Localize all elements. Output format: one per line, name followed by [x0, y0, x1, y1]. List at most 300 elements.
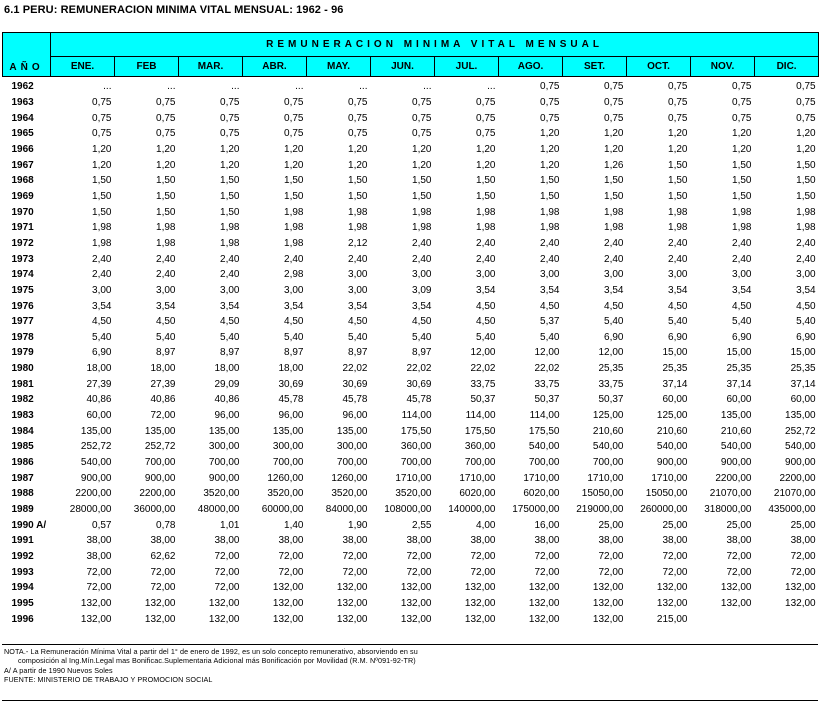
value-cell: 132,00	[208, 613, 240, 625]
value-cell: 1,90	[348, 519, 368, 531]
value-cell: 25,35	[726, 363, 752, 375]
value-cell: 1,20	[156, 159, 176, 171]
value-cell: 28000,00	[69, 504, 112, 516]
value-cell: 25,00	[598, 519, 624, 531]
value-cell: 1,50	[92, 190, 112, 202]
month-header: AGO.	[499, 57, 563, 77]
value-cell: 135,00	[720, 410, 752, 422]
value-cell: 132,00	[272, 597, 304, 609]
table-row	[3, 220, 819, 236]
page-title: 6.1 PERU: REMUNERACION MINIMA VITAL MENSUAL: 1962 - 96	[4, 4, 344, 16]
value-cell: 1,20	[476, 143, 496, 155]
value-cell: 36000,00	[133, 504, 176, 516]
value-cell: 40,86	[150, 394, 176, 406]
value-cell: 4,50	[284, 316, 304, 328]
value-cell: 135,00	[336, 425, 368, 437]
value-cell: 1,50	[156, 206, 176, 218]
value-cell: 3520,00	[331, 488, 368, 500]
value-cell: 4,50	[412, 316, 432, 328]
value-cell: 2,40	[348, 253, 368, 265]
value-cell: ...	[167, 81, 176, 93]
value-cell: 700,00	[144, 457, 176, 469]
value-cell	[691, 611, 755, 627]
value-cell: 8,97	[412, 347, 432, 359]
value-cell: 4,50	[220, 316, 240, 328]
value-cell: 3520,00	[203, 488, 240, 500]
value-cell: 2,40	[156, 269, 176, 281]
value-cell: 1710,00	[587, 472, 624, 484]
value-cell: 540,00	[80, 457, 112, 469]
table-row	[3, 611, 819, 627]
value-cell: 0,75	[668, 112, 688, 124]
value-cell: 1,50	[220, 190, 240, 202]
bottom-rule	[2, 700, 818, 701]
value-cell: 114,00	[529, 410, 560, 422]
value-cell: 25,00	[662, 519, 688, 531]
value-cell: 1,20	[540, 143, 560, 155]
value-cell: 4,50	[92, 316, 112, 328]
value-cell: 12,00	[598, 347, 624, 359]
value-cell: 72,00	[406, 566, 432, 578]
year-column-header: AÑO	[3, 33, 51, 77]
value-cell: 2,40	[476, 237, 496, 249]
header-band-row	[3, 33, 819, 57]
value-cell: 27,39	[150, 378, 176, 390]
value-cell: ...	[295, 81, 304, 93]
value-cell: 1,98	[668, 206, 688, 218]
value-cell: 3,00	[540, 269, 560, 281]
value-cell: 1,50	[220, 175, 240, 187]
value-cell: 1710,00	[523, 472, 560, 484]
value-cell: 1,98	[284, 237, 304, 249]
value-cell: 5,37	[540, 316, 560, 328]
value-cell: 18,00	[150, 363, 176, 375]
value-cell: 1,98	[348, 206, 368, 218]
value-cell: 22,02	[534, 363, 560, 375]
year-cell: 1983	[11, 410, 34, 422]
value-cell: 5,40	[604, 316, 624, 328]
value-cell: 132,00	[592, 582, 624, 594]
value-cell: 25,35	[790, 363, 816, 375]
value-cell: 8,97	[284, 347, 304, 359]
value-cell: 132,00	[144, 597, 176, 609]
value-cell: 40,86	[214, 394, 240, 406]
value-cell: 114,00	[465, 410, 496, 422]
value-cell: 1,50	[796, 159, 816, 171]
value-cell: 38,00	[214, 535, 240, 547]
value-cell: 135,00	[144, 425, 176, 437]
value-cell: 1,98	[348, 222, 368, 234]
year-cell: 1994	[11, 582, 34, 594]
value-cell: 5,40	[476, 331, 496, 343]
value-cell: 0,75	[476, 96, 496, 108]
year-cell: 1987	[11, 472, 34, 484]
value-cell: 1,98	[412, 222, 432, 234]
value-cell: 15050,00	[645, 488, 688, 500]
value-cell: 0,75	[220, 128, 240, 140]
value-cell: 1,98	[92, 237, 112, 249]
value-cell: 1,50	[220, 206, 240, 218]
value-cell: 72,00	[278, 566, 304, 578]
value-cell: 1,20	[604, 128, 624, 140]
year-cell: 1992	[11, 551, 34, 563]
value-cell: 1,50	[604, 190, 624, 202]
value-cell: 3,54	[412, 300, 432, 312]
value-cell: 1,50	[796, 175, 816, 187]
year-cell: 1979	[11, 347, 34, 359]
table-row	[3, 533, 819, 549]
value-cell: 125,00	[656, 410, 688, 422]
value-cell: 5,40	[284, 331, 304, 343]
month-header: MAR.	[179, 57, 243, 77]
value-cell: 1,98	[540, 206, 560, 218]
value-cell: 0,75	[668, 81, 688, 93]
value-cell: 1,50	[476, 175, 496, 187]
year-cell: 1973	[11, 253, 34, 265]
value-cell: 72,00	[278, 551, 304, 563]
wage-table-wrapper	[2, 32, 818, 627]
value-cell: 1,20	[668, 128, 688, 140]
value-cell: 1,50	[732, 190, 752, 202]
value-cell: 3,00	[284, 284, 304, 296]
value-cell: 0,75	[284, 128, 304, 140]
value-cell: 4,50	[732, 300, 752, 312]
value-cell: 1,20	[92, 143, 112, 155]
value-cell: 132,00	[464, 597, 496, 609]
value-cell: 700,00	[400, 457, 432, 469]
value-cell: 3,00	[668, 269, 688, 281]
year-cell: 1991	[11, 535, 34, 547]
value-cell: 0,75	[540, 112, 560, 124]
value-cell: 38,00	[86, 551, 112, 563]
value-cell: 6020,00	[459, 488, 496, 500]
value-cell: 1,98	[604, 206, 624, 218]
value-cell: 435000,00	[768, 504, 816, 516]
table-row	[3, 110, 819, 126]
table-row	[3, 408, 819, 424]
value-cell: 72,00	[598, 551, 624, 563]
table-row	[3, 267, 819, 283]
value-cell: 1,98	[540, 222, 560, 234]
value-cell: 2,40	[604, 237, 624, 249]
value-cell: 132,00	[272, 582, 304, 594]
value-cell: 260000,00	[640, 504, 688, 516]
value-cell: 72,00	[726, 566, 752, 578]
value-cell: 0,75	[348, 128, 368, 140]
value-cell: 1,20	[540, 128, 560, 140]
value-cell: 2200,00	[715, 472, 752, 484]
value-cell: 6,90	[92, 347, 112, 359]
value-cell: 1,98	[732, 206, 752, 218]
value-cell: 1,98	[156, 222, 176, 234]
value-cell: 1,50	[540, 190, 560, 202]
value-cell: 540,00	[785, 441, 816, 453]
value-cell: 252,72	[80, 441, 112, 453]
year-cell: 1969	[11, 190, 34, 202]
table-row	[3, 77, 819, 95]
value-cell: 18,00	[86, 363, 112, 375]
table-row	[3, 376, 819, 392]
value-cell: 1,98	[220, 222, 240, 234]
year-cell: 1985	[11, 441, 34, 453]
value-cell: 1,20	[92, 159, 112, 171]
month-header: ENE.	[51, 57, 115, 77]
month-header: MAY.	[307, 57, 371, 77]
value-cell: 15,00	[662, 347, 688, 359]
value-cell: 215,00	[656, 613, 688, 625]
value-cell: ...	[231, 81, 240, 93]
value-cell: 4,50	[540, 300, 560, 312]
value-cell: 6,90	[668, 331, 688, 343]
value-cell: 60,00	[86, 410, 112, 422]
value-cell: 135,00	[272, 425, 304, 437]
value-cell: 1,50	[156, 175, 176, 187]
value-cell: 0,75	[796, 112, 816, 124]
group-header: REMUNERACION MINIMA VITAL MENSUAL	[51, 33, 819, 57]
value-cell: 72,00	[406, 551, 432, 563]
value-cell: 2,40	[412, 253, 432, 265]
value-cell: 2,40	[412, 237, 432, 249]
value-cell: 0,75	[604, 96, 624, 108]
value-cell: 0,75	[540, 96, 560, 108]
month-header: NOV.	[691, 57, 755, 77]
value-cell: 38,00	[342, 535, 368, 547]
value-cell: 0,75	[540, 81, 560, 93]
value-cell: 22,02	[406, 363, 432, 375]
table-row	[3, 173, 819, 189]
value-cell: 1,20	[540, 159, 560, 171]
year-cell: 1976	[11, 300, 34, 312]
value-cell: 132,00	[785, 582, 816, 594]
value-cell: 0,75	[732, 112, 752, 124]
value-cell: ...	[359, 81, 368, 93]
value-cell: 60,00	[726, 394, 752, 406]
value-cell: 1,50	[412, 175, 432, 187]
month-header: JUN.	[371, 57, 435, 77]
table-row	[3, 517, 819, 533]
value-cell: 108000,00	[384, 504, 432, 516]
value-cell: 135,00	[785, 410, 816, 422]
value-cell: 33,75	[470, 378, 496, 390]
value-cell: 45,78	[342, 394, 368, 406]
value-cell: 33,75	[534, 378, 560, 390]
value-cell: 72,00	[214, 566, 240, 578]
value-cell: 6,90	[732, 331, 752, 343]
value-cell: ...	[423, 81, 432, 93]
table-bottom-rule	[2, 644, 818, 645]
value-cell: 72,00	[470, 566, 496, 578]
value-cell: 1710,00	[651, 472, 688, 484]
value-cell: 60,00	[790, 394, 816, 406]
value-cell: 3,00	[220, 284, 240, 296]
value-cell: 132,00	[528, 613, 560, 625]
value-cell: 72,00	[534, 566, 560, 578]
value-cell: 3,00	[412, 269, 432, 281]
value-cell: 700,00	[336, 457, 368, 469]
value-cell: 37,14	[726, 378, 752, 390]
value-cell: 72,00	[86, 566, 112, 578]
value-cell: 4,50	[476, 316, 496, 328]
source-line: FUENTE: MINISTERIO DE TRABAJO Y PROMOCION SOCIAL	[4, 675, 213, 685]
table-row	[3, 314, 819, 330]
value-cell: 210,60	[656, 425, 688, 437]
table-row	[3, 330, 819, 346]
value-cell: 72,00	[342, 566, 368, 578]
value-cell: 4,50	[156, 316, 176, 328]
value-cell: 5,40	[348, 331, 368, 343]
value-cell: 3,54	[668, 284, 688, 296]
table-row	[3, 251, 819, 267]
value-cell: 3,00	[476, 269, 496, 281]
value-cell: 25,00	[726, 519, 752, 531]
value-cell: 0,57	[92, 519, 112, 531]
value-cell: 135,00	[80, 425, 112, 437]
table-row	[3, 204, 819, 220]
value-cell: 1,01	[220, 519, 240, 531]
value-cell: 3520,00	[395, 488, 432, 500]
value-cell: 72,00	[534, 551, 560, 563]
value-cell: 175,50	[528, 425, 560, 437]
value-cell: 72,00	[662, 551, 688, 563]
value-cell: 132,00	[464, 582, 496, 594]
value-cell: 72,00	[214, 551, 240, 563]
value-cell: 3,54	[220, 300, 240, 312]
value-cell: 540,00	[720, 441, 752, 453]
value-cell: 1,50	[284, 175, 304, 187]
value-cell: 700,00	[208, 457, 240, 469]
year-cell: 1971	[11, 222, 34, 234]
value-cell: 6,90	[604, 331, 624, 343]
value-cell: 72,00	[470, 551, 496, 563]
value-cell: 0,75	[348, 112, 368, 124]
value-cell: 12,00	[534, 347, 560, 359]
month-header: FEB	[115, 57, 179, 77]
value-cell: 0,75	[412, 128, 432, 140]
value-cell: 2,40	[220, 269, 240, 281]
value-cell: 132,00	[720, 582, 752, 594]
value-cell: 900,00	[785, 457, 816, 469]
value-cell: 175,50	[400, 425, 432, 437]
value-cell: 132,00	[785, 597, 816, 609]
table-row	[3, 142, 819, 158]
value-cell: 318000,00	[704, 504, 752, 516]
value-cell: 700,00	[528, 457, 560, 469]
table-row	[3, 392, 819, 408]
value-cell: 0,75	[668, 96, 688, 108]
table-row	[3, 361, 819, 377]
value-cell: 1,20	[796, 128, 816, 140]
value-cell: ...	[487, 81, 496, 93]
value-cell: 132,00	[656, 597, 688, 609]
value-cell: 1,98	[412, 206, 432, 218]
value-cell: 72,00	[150, 410, 176, 422]
value-cell: 1,50	[796, 190, 816, 202]
table-row	[3, 486, 819, 502]
value-cell: 25,35	[598, 363, 624, 375]
value-cell: 1,20	[412, 143, 432, 155]
value-cell: 3,54	[796, 284, 816, 296]
value-cell: 0,75	[220, 112, 240, 124]
value-cell: 0,75	[476, 128, 496, 140]
value-cell: 21070,00	[709, 488, 752, 500]
value-cell: 0,75	[92, 112, 112, 124]
value-cell: 16,00	[534, 519, 560, 531]
value-cell: 114,00	[401, 410, 432, 422]
wage-table	[2, 32, 819, 627]
year-cell: 1982	[11, 394, 34, 406]
table-row	[3, 189, 819, 205]
value-cell: 1,50	[348, 175, 368, 187]
value-cell: 5,40	[412, 331, 432, 343]
value-cell: 5,40	[220, 331, 240, 343]
value-cell: 2,40	[92, 269, 112, 281]
value-cell: 38,00	[278, 535, 304, 547]
value-cell: 1,50	[668, 175, 688, 187]
value-cell: 4,50	[604, 300, 624, 312]
table-body	[3, 77, 819, 627]
value-cell: 96,00	[278, 410, 304, 422]
table-row	[3, 236, 819, 252]
value-cell: 4,50	[668, 300, 688, 312]
value-cell	[755, 611, 819, 627]
value-cell: 132,00	[336, 613, 368, 625]
value-cell: 96,00	[342, 410, 368, 422]
value-cell: 132,00	[400, 613, 432, 625]
value-cell: 252,72	[785, 425, 816, 437]
value-cell: 1,20	[732, 143, 752, 155]
year-cell: 1964	[11, 112, 34, 124]
value-cell: 2,40	[604, 253, 624, 265]
value-cell: 3,00	[348, 269, 368, 281]
month-header: JUL.	[435, 57, 499, 77]
value-cell: 72,00	[86, 582, 112, 594]
nota-line-1: NOTA.- La Remuneración Mínima Vital a partir del 1° de enero de 1992, es un solo concepto remunerativo, absorviendo en su	[4, 647, 418, 656]
year-cell: 1974	[11, 269, 34, 281]
value-cell: 12,00	[470, 347, 496, 359]
value-cell: 1,50	[412, 190, 432, 202]
month-header: DIC.	[755, 57, 819, 77]
value-cell: 360,00	[400, 441, 432, 453]
value-cell: 3520,00	[267, 488, 304, 500]
value-cell: 1,20	[476, 159, 496, 171]
value-cell: 37,14	[790, 378, 816, 390]
value-cell: 0,75	[348, 96, 368, 108]
value-cell: 18,00	[278, 363, 304, 375]
value-cell: 60000,00	[261, 504, 304, 516]
value-cell: 4,00	[476, 519, 496, 531]
value-cell: 3,00	[732, 269, 752, 281]
value-cell: 2,40	[668, 237, 688, 249]
value-cell: 38,00	[406, 535, 432, 547]
value-cell: 37,14	[662, 378, 688, 390]
value-cell: 38,00	[790, 535, 816, 547]
value-cell: 1,98	[92, 222, 112, 234]
value-cell: 3,00	[156, 284, 176, 296]
value-cell: 300,00	[272, 441, 304, 453]
value-cell: 2,40	[796, 237, 816, 249]
year-cell: 1978	[11, 331, 34, 343]
value-cell: 1,50	[476, 190, 496, 202]
value-cell: 1,50	[284, 190, 304, 202]
value-cell: 132,00	[400, 597, 432, 609]
value-cell: 1,26	[604, 159, 624, 171]
value-cell: 50,37	[534, 394, 560, 406]
value-cell: 8,97	[348, 347, 368, 359]
value-cell: 132,00	[272, 613, 304, 625]
value-cell: 33,75	[598, 378, 624, 390]
value-cell: 1,20	[348, 159, 368, 171]
value-cell: 0,78	[156, 519, 176, 531]
